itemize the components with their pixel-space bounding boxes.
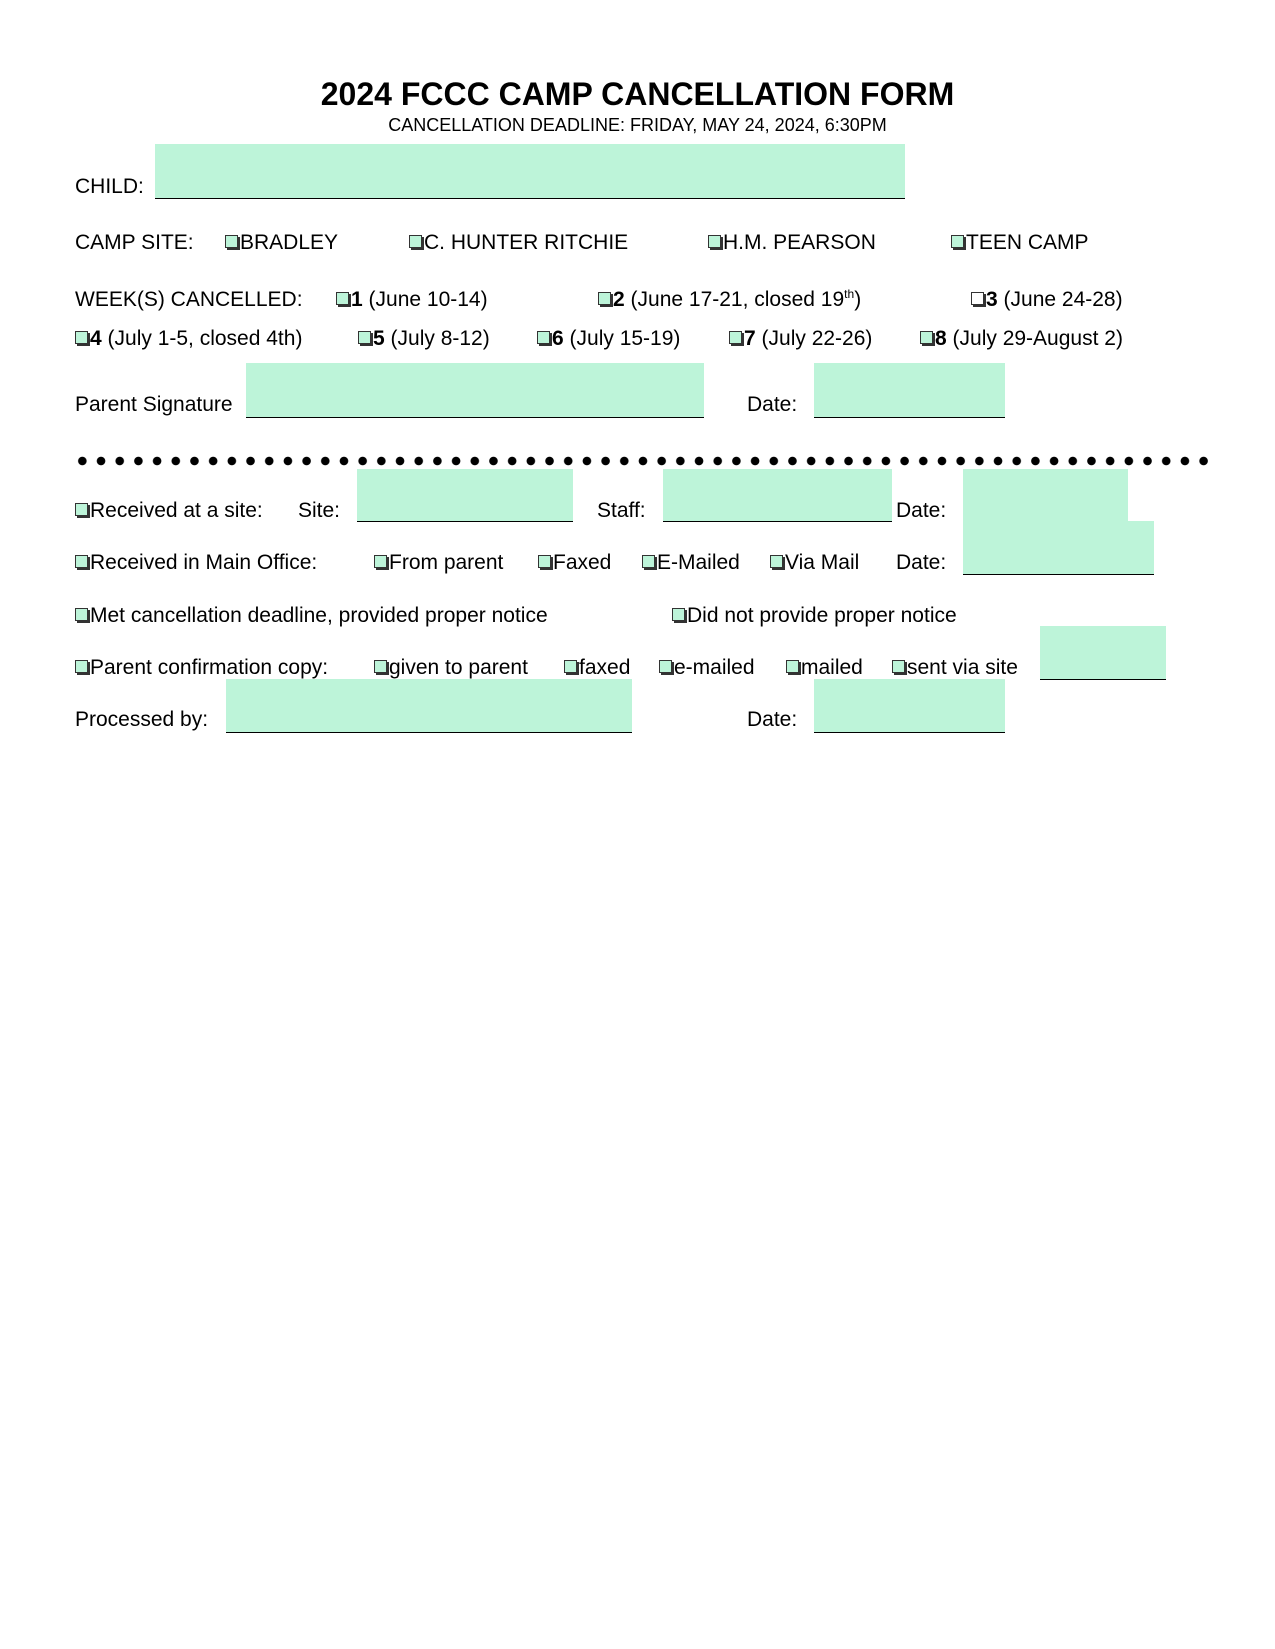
checkbox-icon[interactable] [770, 555, 783, 568]
processed-by-field[interactable] [226, 679, 632, 733]
checkbox-icon[interactable] [409, 235, 422, 248]
processed-date-label: Date: [747, 708, 798, 731]
met-deadline-option[interactable]: Met cancellation deadline, provided proper notice [75, 604, 548, 628]
checkbox-icon[interactable] [75, 331, 88, 344]
child-name-field[interactable] [155, 144, 905, 199]
confirmation-emailed-option[interactable]: e-mailed [659, 656, 755, 680]
confirmation-mailed-option[interactable]: mailed [786, 656, 863, 680]
main-office-date-label: Date: [896, 551, 947, 574]
checkbox-icon[interactable] [564, 660, 577, 673]
camp-site-teen-camp[interactable]: TEEN CAMP [951, 231, 1089, 255]
week-1-option[interactable]: 1 (June 10-14) [336, 288, 488, 312]
checkbox-icon[interactable] [374, 555, 387, 568]
faxed-option[interactable]: Faxed [538, 551, 611, 575]
signature-date-field[interactable] [814, 363, 1005, 418]
form-title: 2024 FCCC CAMP CANCELLATION FORM [320, 76, 955, 112]
received-at-site-option[interactable]: Received at a site: [75, 499, 263, 523]
checkbox-icon[interactable] [659, 660, 672, 673]
week-7-option[interactable]: 7 (July 22-26) [729, 327, 872, 351]
checkbox-icon[interactable] [75, 608, 88, 621]
main-office-date-field[interactable] [963, 521, 1154, 575]
given-to-parent-option[interactable]: given to parent [374, 656, 528, 680]
no-notice-option[interactable]: Did not provide proper notice [672, 604, 957, 628]
site-date-field[interactable] [963, 469, 1128, 522]
staff-label: Staff: [597, 499, 646, 522]
weeks-cancelled-label: WEEK(S) CANCELLED: [75, 288, 303, 311]
confirmation-copy-option[interactable]: Parent confirmation copy: [75, 656, 328, 680]
child-label: CHILD: [75, 175, 144, 198]
checkbox-icon[interactable] [537, 331, 550, 344]
checkbox-icon[interactable] [786, 660, 799, 673]
checkbox-icon[interactable] [75, 503, 88, 516]
checkbox-icon[interactable] [971, 292, 984, 305]
checkbox-icon[interactable] [708, 235, 721, 248]
staff-field[interactable] [663, 469, 892, 522]
camp-site-label: CAMP SITE: [75, 231, 194, 254]
confirmation-faxed-option[interactable]: faxed [564, 656, 630, 680]
received-main-office-option[interactable]: Received in Main Office: [75, 551, 317, 575]
sent-via-site-option[interactable]: sent via site [892, 656, 1018, 680]
camp-site-c-hunter-ritchie[interactable]: C. HUNTER RITCHIE [409, 231, 628, 255]
checkbox-icon[interactable] [892, 660, 905, 673]
checkbox-icon[interactable] [336, 292, 349, 305]
processed-date-field[interactable] [814, 679, 1005, 733]
checkbox-icon[interactable] [672, 608, 685, 621]
week-6-option[interactable]: 6 (July 15-19) [537, 327, 680, 351]
checkbox-icon[interactable] [538, 555, 551, 568]
checkbox-icon[interactable] [598, 292, 611, 305]
week-2-option[interactable]: 2 (June 17-21, closed 19th) [598, 288, 861, 312]
checkbox-icon[interactable] [951, 235, 964, 248]
week-3-option[interactable]: 3 (June 24-28) [971, 288, 1123, 312]
emailed-option[interactable]: E-Mailed [642, 551, 740, 575]
week-5-option[interactable]: 5 (July 8-12) [358, 327, 490, 351]
checkbox-icon[interactable] [374, 660, 387, 673]
parent-signature-field[interactable] [246, 363, 704, 418]
site-label: Site: [298, 499, 341, 522]
checkbox-icon[interactable] [75, 555, 88, 568]
week-8-option[interactable]: 8 (July 29-August 2) [920, 327, 1123, 351]
checkbox-icon[interactable] [642, 555, 655, 568]
site-date-label: Date: [896, 499, 947, 522]
site-field[interactable] [357, 469, 573, 522]
week-4-option[interactable]: 4 (July 1-5, closed 4th) [75, 327, 302, 351]
sent-via-site-field[interactable] [1040, 626, 1166, 680]
camp-site-hm-pearson[interactable]: H.M. PEARSON [708, 231, 876, 255]
checkbox-icon[interactable] [225, 235, 238, 248]
parent-signature-label: Parent Signature [75, 393, 233, 416]
dotted-divider [73, 456, 1213, 466]
signature-date-label: Date: [747, 393, 798, 416]
checkbox-icon[interactable] [358, 331, 371, 344]
checkbox-icon[interactable] [920, 331, 933, 344]
from-parent-option[interactable]: From parent [374, 551, 503, 575]
camp-site-bradley[interactable]: BRADLEY [225, 231, 338, 255]
checkbox-icon[interactable] [729, 331, 742, 344]
checkbox-icon[interactable] [75, 660, 88, 673]
cancellation-deadline: CANCELLATION DEADLINE: FRIDAY, MAY 24, 2024, 6:30PM [388, 115, 887, 135]
via-mail-option[interactable]: Via Mail [770, 551, 859, 575]
processed-by-label: Processed by: [75, 708, 209, 731]
